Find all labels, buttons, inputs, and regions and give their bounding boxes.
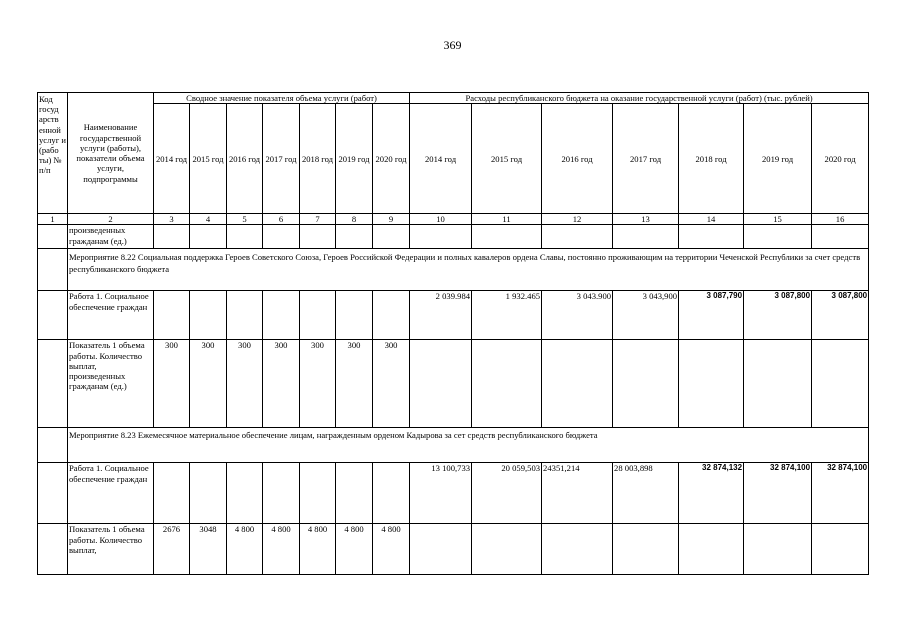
table-row bbox=[38, 463, 869, 524]
table-row bbox=[38, 524, 869, 575]
volume-value: 3048 bbox=[190, 524, 227, 575]
volume-value: 4 800 bbox=[300, 524, 336, 575]
expense-value: 3 087,800 bbox=[812, 291, 869, 340]
volume-value: 300 bbox=[154, 340, 190, 428]
exp-year: 2018 год bbox=[679, 104, 744, 214]
table-row bbox=[38, 225, 869, 249]
vol-year: 2014 год bbox=[154, 104, 190, 214]
expense-value: 3 043,900 bbox=[613, 291, 679, 340]
expense-value: 32 874,100 bbox=[744, 463, 812, 524]
volume-value: 4 800 bbox=[336, 524, 373, 575]
expense-value: 2 039.984 bbox=[410, 291, 472, 340]
col-number: 16 bbox=[812, 214, 869, 225]
page-number: 369 bbox=[443, 38, 462, 52]
exp-year: 2017 год bbox=[613, 104, 679, 214]
volume-value: 300 bbox=[263, 340, 300, 428]
expense-value: 1 932.465 bbox=[472, 291, 542, 340]
col-number: 1 bbox=[38, 214, 68, 225]
event-8-23: Мероприятие 8.23 Ежемесячное материальное обеспечение лицам, награжденным орденом Кадырова за сет средств республиканского бюджета bbox=[68, 428, 869, 463]
volume-value: 300 bbox=[300, 340, 336, 428]
expense-value: 20 059,503 bbox=[472, 463, 542, 524]
vol-year: 2015 год bbox=[190, 104, 227, 214]
expense-value: 3 087,800 bbox=[744, 291, 812, 340]
header-volume-group: Сводное значение показателя объема услуги (работ) bbox=[154, 93, 410, 104]
col-number: 7 bbox=[300, 214, 336, 225]
vol-year: 2016 год bbox=[227, 104, 263, 214]
exp-year: 2016 год bbox=[542, 104, 613, 214]
expense-value: 3 043.900 bbox=[542, 291, 613, 340]
expense-value: 3 087,790 bbox=[679, 291, 744, 340]
volume-value: 4 800 bbox=[263, 524, 300, 575]
vol-year: 2019 год bbox=[336, 104, 373, 214]
vol-year: 2018 год bbox=[300, 104, 336, 214]
budget-table bbox=[37, 92, 869, 575]
col-number: 14 bbox=[679, 214, 744, 225]
header-code: Код госуд арств енной услуг и (рабо ты) № п/п bbox=[38, 93, 68, 214]
volume-value: 4 800 bbox=[373, 524, 410, 575]
column-number-row bbox=[38, 214, 869, 225]
row-name: Показатель 1 объема работы. Количество выплат, произведенных гражданам (ед.) bbox=[68, 340, 154, 428]
event-8-22: Мероприятие 8.22 Социальная поддержка Героев Советского Союза, Героев Российской Федерации и полных кавалеров ордена Славы, постоянно проживающим на территории Чеченской Республики за счет средств республиканского бюджета bbox=[68, 249, 869, 291]
exp-year: 2019 год bbox=[744, 104, 812, 214]
col-number: 12 bbox=[542, 214, 613, 225]
col-number: 8 bbox=[336, 214, 373, 225]
volume-value: 2676 bbox=[154, 524, 190, 575]
volume-value: 300 bbox=[336, 340, 373, 428]
row-name: Показатель 1 объема работы. Количество выплат, bbox=[68, 524, 154, 575]
volume-value: 300 bbox=[190, 340, 227, 428]
header-name: Наименование государственной услуги (работы), показатели объема услуги, подпрограммы bbox=[68, 93, 154, 214]
header-expense-group: Расходы республиканского бюджета на оказание государственной услуги (работ) (тыс. рублей) bbox=[410, 93, 869, 104]
col-number: 13 bbox=[613, 214, 679, 225]
col-number: 4 bbox=[190, 214, 227, 225]
table-row bbox=[38, 340, 869, 428]
table-row bbox=[38, 249, 869, 291]
col-number: 6 bbox=[263, 214, 300, 225]
row-name: Работа 1. Социальное обеспечение граждан bbox=[68, 463, 154, 524]
col-number: 9 bbox=[373, 214, 410, 225]
exp-year: 2015 год bbox=[472, 104, 542, 214]
volume-value: 300 bbox=[227, 340, 263, 428]
exp-year: 2020 год bbox=[812, 104, 869, 214]
volume-value: 4 800 bbox=[227, 524, 263, 575]
table-row bbox=[38, 428, 869, 463]
col-number: 11 bbox=[472, 214, 542, 225]
col-number: 10 bbox=[410, 214, 472, 225]
expense-value: 28 003,898 bbox=[613, 463, 679, 524]
exp-year: 2014 год bbox=[410, 104, 472, 214]
expense-value: 32 874,100 bbox=[812, 463, 869, 524]
col-number: 2 bbox=[68, 214, 154, 225]
col-number: 3 bbox=[154, 214, 190, 225]
col-number: 15 bbox=[744, 214, 812, 225]
row-name: произведенных гражданам (ед.) bbox=[68, 225, 154, 249]
expense-value: 32 874,132 bbox=[679, 463, 744, 524]
expense-value: 13 100,733 bbox=[410, 463, 472, 524]
header-row-2 bbox=[38, 104, 869, 214]
row-name: Работа 1. Социальное обеспечение граждан bbox=[68, 291, 154, 340]
volume-value: 300 bbox=[373, 340, 410, 428]
vol-year: 2020 год bbox=[373, 104, 410, 214]
col-number: 5 bbox=[227, 214, 263, 225]
header-row-1 bbox=[38, 93, 869, 104]
vol-year: 2017 год bbox=[263, 104, 300, 214]
expense-value: 24351,214 bbox=[542, 463, 613, 524]
table-row bbox=[38, 291, 869, 340]
